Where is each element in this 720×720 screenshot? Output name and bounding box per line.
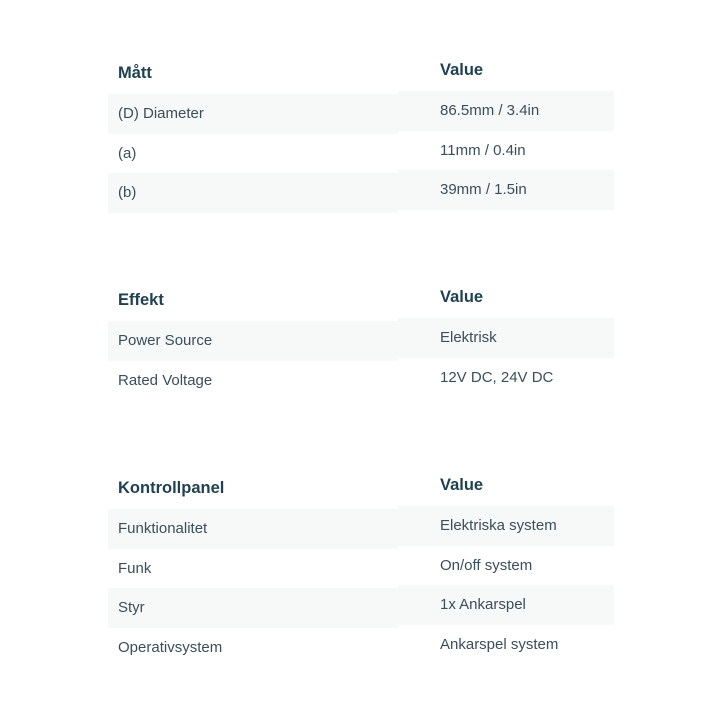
section-title: Mått [118, 63, 152, 82]
table-row [108, 628, 614, 668]
row-value: Ankarspel system [440, 635, 559, 653]
row-label: Power Source [108, 321, 398, 361]
row-value: 1x Ankarspel [398, 585, 614, 625]
control-panel-table [108, 467, 614, 667]
table-row [108, 173, 614, 213]
table-row [108, 134, 614, 174]
row-label: Operativsystem [118, 638, 223, 656]
section-title: Effekt [118, 290, 164, 309]
row-value: Elektriska system [398, 506, 614, 546]
table-row [108, 509, 614, 549]
row-label: Funktionalitet [108, 509, 398, 549]
table-row [108, 321, 614, 361]
row-label: (D) Diameter [108, 94, 398, 134]
row-value: On/off system [440, 556, 533, 574]
table-header [108, 279, 614, 321]
row-value: 39mm / 1.5in [398, 170, 614, 210]
row-label: (b) [108, 173, 398, 213]
row-label: Rated Voltage [118, 371, 213, 389]
row-label: (a) [118, 144, 137, 162]
column-header-value: Value [440, 60, 484, 79]
section-title: Kontrollpanel [118, 478, 225, 497]
row-value: 11mm / 0.4in [440, 141, 526, 159]
row-label: Funk [118, 559, 152, 577]
row-value: 12V DC, 24V DC [440, 368, 554, 386]
table-header [108, 52, 614, 94]
table-header [108, 467, 614, 509]
column-header-value: Value [440, 475, 484, 494]
dimensions-table [108, 52, 614, 213]
table-row [108, 588, 614, 628]
row-value: 86.5mm / 3.4in [398, 91, 614, 131]
row-value: Elektrisk [398, 318, 614, 358]
table-row [108, 549, 614, 589]
table-row [108, 361, 614, 401]
row-label: Styr [108, 588, 398, 628]
column-header-value: Value [440, 287, 484, 306]
table-row [108, 94, 614, 134]
power-table [108, 279, 614, 400]
